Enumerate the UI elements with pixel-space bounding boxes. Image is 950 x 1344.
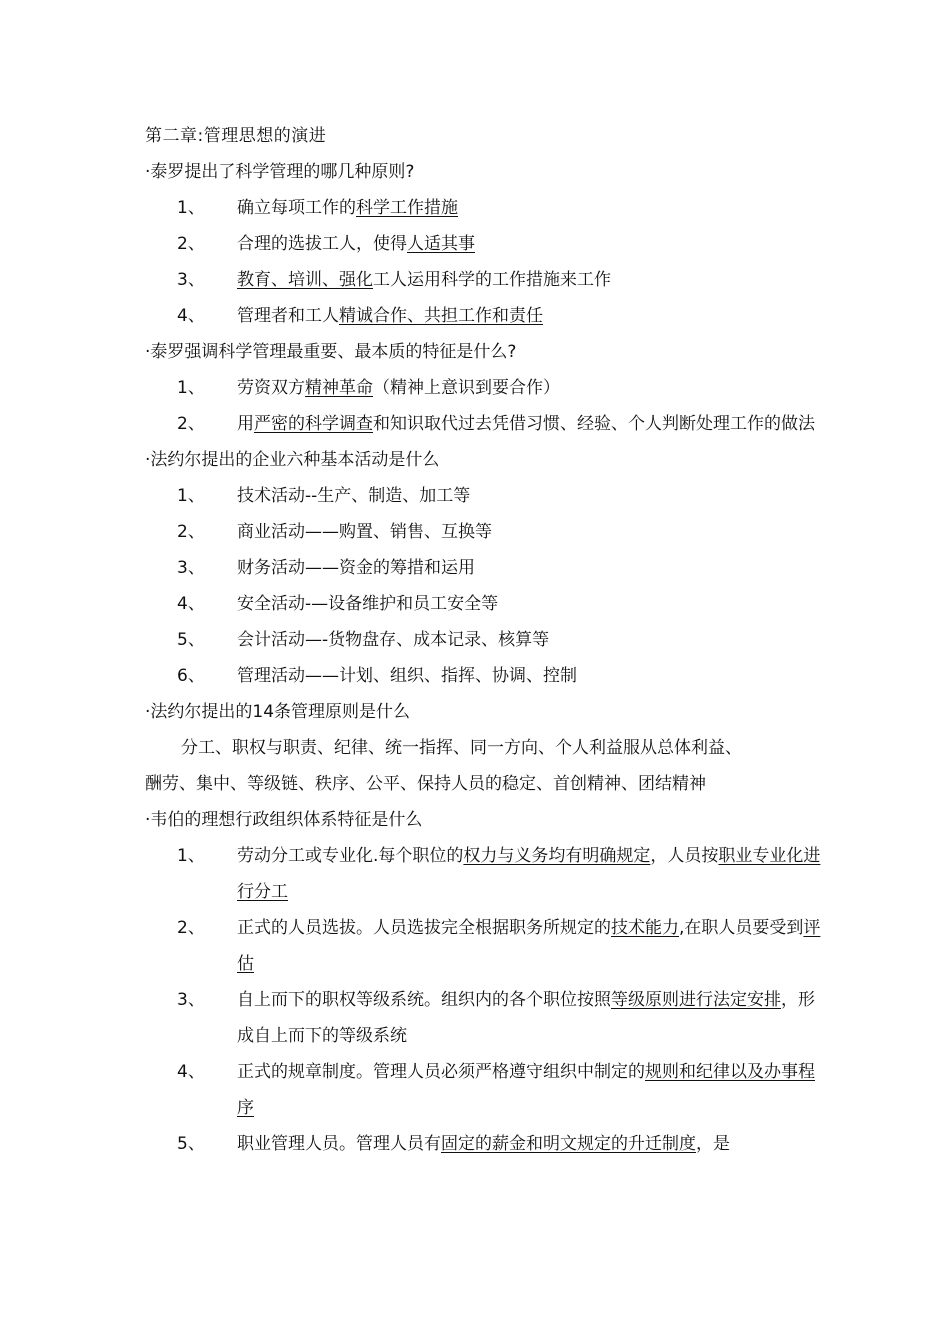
list-weber-features <box>145 838 825 1162</box>
list-item-number: 3、 <box>177 558 205 578</box>
list-item <box>145 190 825 226</box>
text-run: 确立每项工作的 <box>237 198 356 218</box>
list-item-text <box>237 1126 825 1162</box>
list-item-text <box>237 370 825 406</box>
underlined-key-phrase: 技术能力 <box>611 918 679 938</box>
list-item <box>145 1054 825 1126</box>
underlined-key-phrase: 固定的薪金和明文规定的升迁制度 <box>441 1134 696 1154</box>
list-item-text <box>237 550 825 586</box>
text-run: 管理活动——计划、组织、指挥、协调、控制 <box>237 666 577 686</box>
list-item-number: 2、 <box>177 234 205 254</box>
list-taylor-essence <box>145 370 825 442</box>
underlined-key-phrase: 职业专业化进行分工 <box>237 846 821 902</box>
list-item <box>145 658 825 694</box>
list-item-text <box>237 910 825 982</box>
list-item-text <box>237 298 825 334</box>
text-run: 劳资双方 <box>237 378 305 398</box>
text-run: ，是 <box>696 1134 730 1154</box>
underlined-key-phrase: 教育、培训、强化 <box>237 270 373 290</box>
list-item-text <box>237 226 825 262</box>
list-item-number: 3、 <box>177 990 205 1010</box>
text-run: 管理者和工人 <box>237 306 339 326</box>
text-run: 职业管理人员。管理人员有 <box>237 1134 441 1154</box>
list-item <box>145 586 825 622</box>
fayol-principles-line-1: 分工、职权与职责、纪律、统一指挥、同一方向、个人利益服从总体利益、 <box>181 738 742 758</box>
list-item <box>145 622 825 658</box>
text-run: 正式的人员选拔。人员选拔完全根据职务所规定的 <box>237 918 611 938</box>
list-item-number: 1、 <box>177 198 205 218</box>
list-item <box>145 910 825 982</box>
list-item-text <box>237 622 825 658</box>
text-run: 财务活动——资金的筹措和运用 <box>237 558 475 578</box>
text-run: 商业活动——购置、销售、互换等 <box>237 522 492 542</box>
list-item-text <box>237 190 825 226</box>
text-run: 和知识取代过去凭借习惯、经验、个人判断处理工作的做法 <box>373 414 815 434</box>
list-item-number: 5、 <box>177 1134 205 1154</box>
underlined-key-phrase: 规则和纪律以及办事程序 <box>237 1062 815 1118</box>
list-item-number: 4、 <box>177 1062 205 1082</box>
text-run: （精神上意识到要合作） <box>373 378 560 398</box>
list-fayol-activities <box>145 478 825 694</box>
list-item <box>145 262 825 298</box>
list-item-number: 4、 <box>177 306 205 326</box>
list-item-number: 3、 <box>177 270 205 290</box>
list-item-text <box>237 262 825 298</box>
list-taylor-principles <box>145 190 825 334</box>
list-item-number: 1、 <box>177 378 205 398</box>
list-item-text <box>237 1054 825 1126</box>
underlined-key-phrase: 严密的科学调查 <box>254 414 373 434</box>
underlined-key-phrase: 评估 <box>237 918 821 974</box>
list-item-text <box>237 838 825 910</box>
list-item-text <box>237 478 825 514</box>
text-run: 自上而下的职权等级系统。组织内的各个职位按照 <box>237 990 611 1010</box>
list-item-text <box>237 658 825 694</box>
underlined-key-phrase: 精神革命 <box>305 378 373 398</box>
underlined-key-phrase: 人适其事 <box>407 234 475 254</box>
list-item <box>145 298 825 334</box>
list-item <box>145 982 825 1054</box>
text-run: 用 <box>237 414 254 434</box>
list-item-text <box>237 982 825 1054</box>
chapter-title: 第二章:管理思想的演进 <box>145 126 327 146</box>
text-run: ，形成自上而下的等级系统 <box>237 990 815 1046</box>
question-fayol-principles: ·法约尔提出的14条管理原则是什么 <box>145 702 411 722</box>
fayol-principles-line-2: 酬劳、集中、等级链、秩序、公平、保持人员的稳定、首创精神、团结精神 <box>145 774 706 794</box>
list-item-text <box>237 514 825 550</box>
underlined-key-phrase: 权力与义务均有明确规定 <box>463 846 651 866</box>
text-run: 合理的选拔工人，使得 <box>237 234 407 254</box>
list-item <box>145 838 825 910</box>
list-item <box>145 1126 825 1162</box>
text-run: ,在职人员要受到 <box>679 918 804 938</box>
text-run: ，人员按 <box>650 846 719 866</box>
question-fayol-activities: ·法约尔提出的企业六种基本活动是什么 <box>145 450 440 470</box>
list-item <box>145 478 825 514</box>
text-run: 会计活动—-货物盘存、成本记录、核算等 <box>237 630 550 650</box>
list-item-number: 2、 <box>177 522 205 542</box>
underlined-key-phrase: 精诚合作、共担工作和责任 <box>339 306 543 326</box>
text-run: 正式的规章制度。管理人员必须严格遵守组织中制定的 <box>237 1062 645 1082</box>
document-content <box>145 118 825 1162</box>
list-item-number: 1、 <box>177 846 205 866</box>
question-weber-features: ·韦伯的理想行政组织体系特征是什么 <box>145 810 423 830</box>
text-run: 工人运用科学的工作措施来工作 <box>373 270 611 290</box>
list-item <box>145 226 825 262</box>
list-item-text <box>237 586 825 622</box>
list-item-number: 2、 <box>177 414 205 434</box>
list-item-text <box>237 406 825 442</box>
text-run: 劳动分工或专业化.每个职位的 <box>237 846 464 866</box>
list-item-number: 2、 <box>177 918 205 938</box>
list-item-number: 1、 <box>177 486 205 506</box>
text-run: 安全活动-—设备维护和员工安全等 <box>237 594 499 614</box>
text-run: 技术活动--生产、制造、加工等 <box>237 486 471 506</box>
list-item <box>145 370 825 406</box>
question-taylor-essence: ·泰罗强调科学管理最重要、最本质的特征是什么? <box>145 342 517 362</box>
list-item-number: 6、 <box>177 666 205 686</box>
question-taylor-principles: ·泰罗提出了科学管理的哪几种原则? <box>145 162 415 182</box>
underlined-key-phrase: 等级原则进行法定安排 <box>611 990 781 1010</box>
list-item <box>145 406 825 442</box>
list-item-number: 4、 <box>177 594 205 614</box>
list-item <box>145 514 825 550</box>
list-item <box>145 550 825 586</box>
list-item-number: 5、 <box>177 630 205 650</box>
underlined-key-phrase: 科学工作措施 <box>356 198 458 218</box>
